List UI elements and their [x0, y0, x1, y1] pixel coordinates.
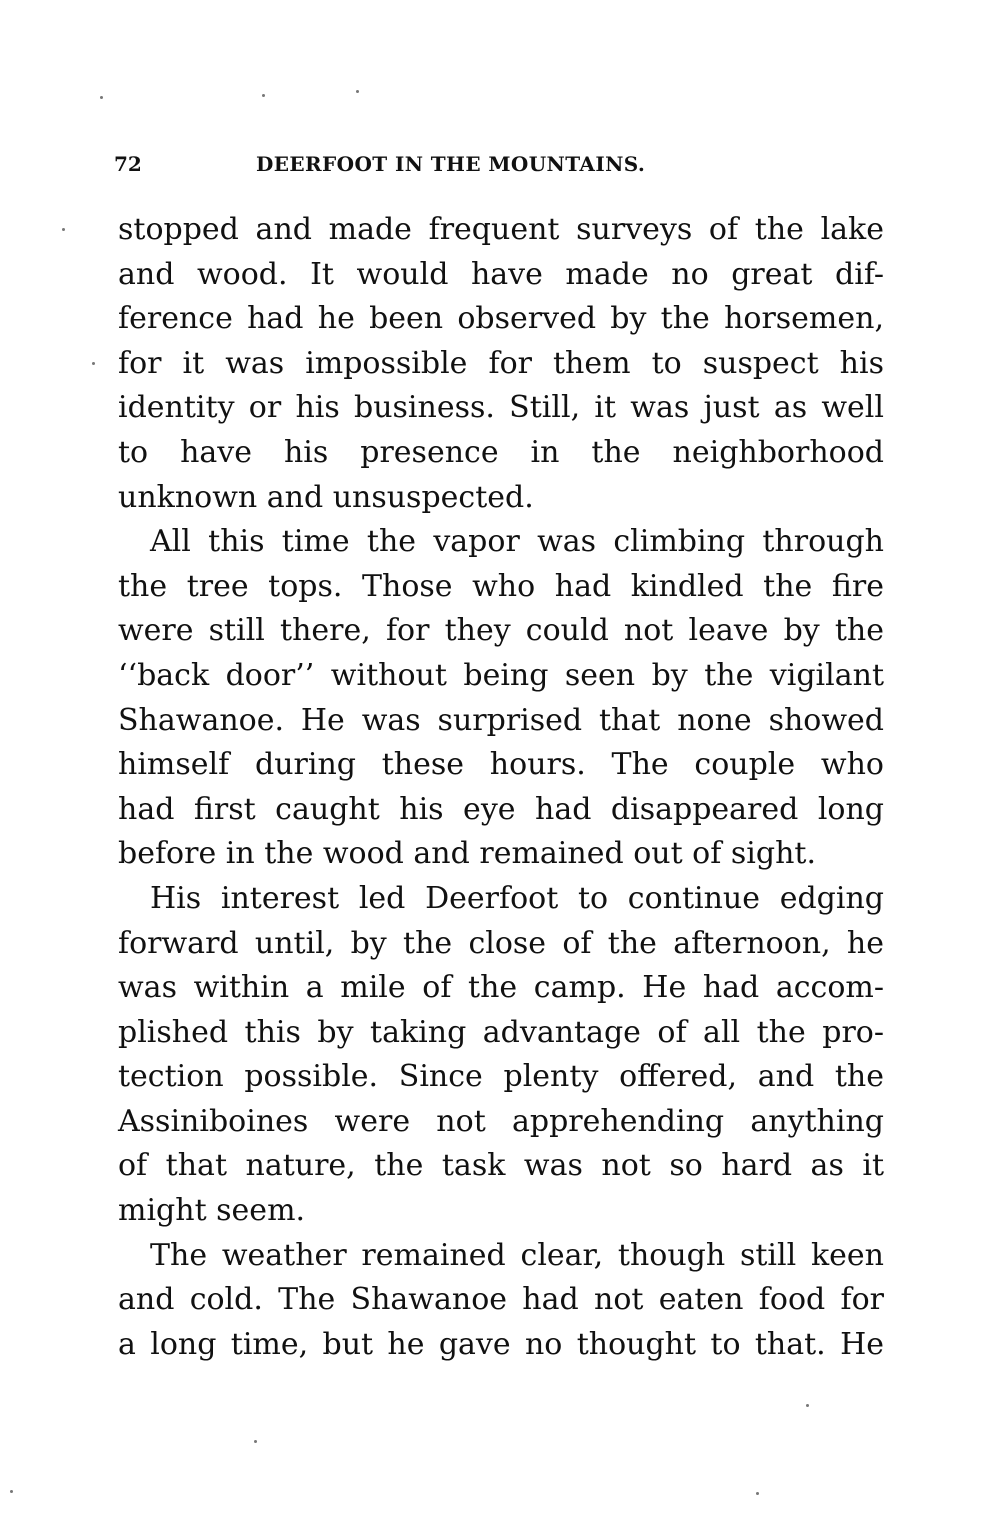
print-speck	[756, 1492, 759, 1495]
text-line: and wood. It would have made no great dif-	[118, 256, 884, 292]
text-line: might seem.	[118, 1193, 306, 1229]
text-line: for it was impossible for them to suspect his	[118, 345, 884, 381]
text-line: of that nature, the task was not so hard as it	[118, 1148, 884, 1184]
print-speck	[262, 94, 265, 97]
print-speck	[100, 96, 103, 99]
text-line: before in the wood and remained out of sight.	[118, 836, 816, 872]
text-line: had first caught his eye had disappeared long	[118, 791, 884, 827]
text-line: His interest led Deerfoot to continue edging	[150, 880, 884, 916]
text-line: All this time the vapor was climbing through	[150, 524, 884, 560]
paragraph	[118, 877, 884, 1234]
print-speck	[356, 90, 359, 93]
text-line: to have his presence in the neighborhood	[118, 434, 884, 470]
running-head	[114, 146, 774, 182]
text-line: the tree tops. Those who had kindled the fire	[118, 568, 884, 604]
text-line: was within a mile of the camp. He had accom-	[118, 970, 884, 1006]
text-line: tection possible. Since plenty offered, and the	[118, 1059, 884, 1095]
text-line: a long time, but he gave no thought to that. He	[118, 1326, 884, 1362]
text-line: and cold. The Shawanoe had not eaten food for	[118, 1282, 884, 1318]
text-line: forward until, by the close of the afternoon, he	[118, 925, 884, 961]
print-speck	[254, 1440, 257, 1443]
body-text	[118, 208, 884, 1367]
text-line: stopped and made frequent surveys of the lake	[118, 212, 884, 247]
text-line: Assiniboines were not apprehending anything	[118, 1103, 884, 1139]
text-line: Shawanoe. He was surprised that none showed	[118, 702, 884, 738]
paragraph	[118, 520, 884, 877]
paragraph	[118, 1234, 884, 1368]
paragraph	[118, 208, 884, 520]
text-line: The weather remained clear, though still keen	[150, 1237, 884, 1273]
print-speck	[62, 228, 65, 231]
text-line: plished this by taking advantage of all the pro-	[118, 1014, 884, 1050]
text-line: himself during these hours. The couple who	[118, 747, 884, 783]
print-speck	[92, 362, 95, 365]
print-speck	[10, 1490, 13, 1493]
text-line: were still there, for they could not leave by the	[118, 613, 884, 649]
page-number: 72	[114, 152, 142, 176]
text-line: unknown and unsuspected.	[118, 479, 534, 515]
text-line: ‘‘back door’’ without being seen by the vigilant	[118, 657, 884, 693]
text-line: identity or his business. Still, it was just as well	[118, 390, 884, 426]
book-title: DEERFOOT IN THE MOUNTAINS.	[256, 152, 646, 176]
text-line: ference had he been observed by the horsemen,	[118, 301, 884, 337]
print-speck	[806, 1404, 809, 1407]
